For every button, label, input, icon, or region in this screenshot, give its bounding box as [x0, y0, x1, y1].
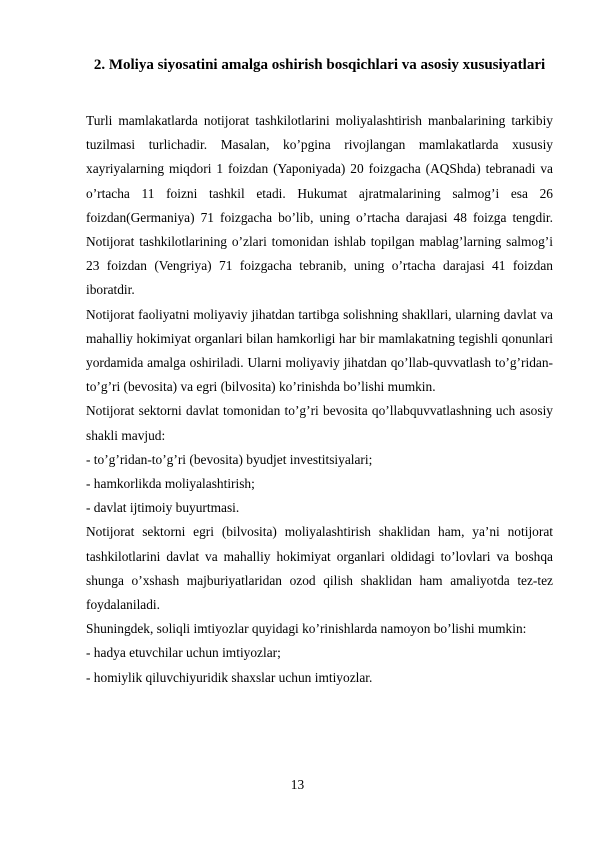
paragraph-regulation-forms: Notijorat faoliyatni moliyaviy jihatdan tartibga solishning shakllari, ularning davlat va mahalliy hokimiyat organlari bilan hamkorligi har bir mamlakatning tegishli qonunlari yordamida amalga oshiriladi. Ularni moliyaviy jihatdan qo’llab-quvvatlash to’g’ridan-to’g’ri (bevosita) va egri (bilvosita) ko’rinishda bo’lishi mumkin.	[86, 306, 553, 395]
paragraph-funding-sources: Turli mamlakatlarda notijorat tashkilotlarini moliyalashtirish manbalarining tarkibiy tuzilmasi turlichadir. Masalan, ko’pgina rivojlangan mamlakatlarda xususiy xayriyalarning miqdori 1 foizdan (Yaponiyada) 20 foizgacha (AQShda) tebranadi va o’rtacha 11 foizni tashkil etadi. Hukumat ajratmalarining salmog’i esa 26 foizdan(Germaniya) 71 foizgacha bo’lib, uning o’rtacha darajasi 48 foizga tengdir. Notijorat tashkilotlarining o’zlari tomonidan ishlab topilgan mablag’larning salmog’i 23 foizdan (Vengriya) 71 foizgacha tebranib, uning o’rtacha darajasi 41 foizdan iboratdir.	[86, 113, 553, 298]
list-item: - davlat ijtimoiy buyurtmasi.	[86, 500, 240, 516]
paragraph-tax-benefits: Shuningdek, soliqli imtiyozlar quyidagi ko’rinishlarda namoyon bo’lishi mumkin:	[86, 621, 527, 637]
body-text	[86, 109, 553, 690]
list-item: - to’g’ridan-to’g’ri (bevosita) byudjet investitsiyalari;	[86, 451, 373, 467]
section-heading: 2. Moliya siyosatini amalga oshirish bosqichlari va asosiy xususiyatlari	[93, 57, 546, 73]
paragraph-indirect-financing: Notijorat sektorni egri (bilvosita) moliyalashtirish shaklidan ham, ya’ni notijorat tashkilotlarini davlat va mahalliy hokimiyat organlari oldidagi to’lovlari va boshqa shunga o’xshash majburiyatlaridan ozod qilish shaklidan ham amaliyotda tez-tez foydalaniladi.	[86, 524, 553, 613]
list-item: - hamkorlikda moliyalashtirish;	[86, 476, 255, 492]
list-item: - homiylik qiluvchiyuridik shaxslar uchun imtiyozlar.	[86, 669, 373, 685]
page-number: 13	[290, 777, 305, 792]
list-item: - hadya etuvchilar uchun imtiyozlar;	[86, 645, 281, 661]
paragraph-direct-support: Notijorat sektorni davlat tomonidan to’g’ri bevosita qo’llabquvvatlashning uch asosiy shakli mavjud:	[86, 403, 553, 443]
